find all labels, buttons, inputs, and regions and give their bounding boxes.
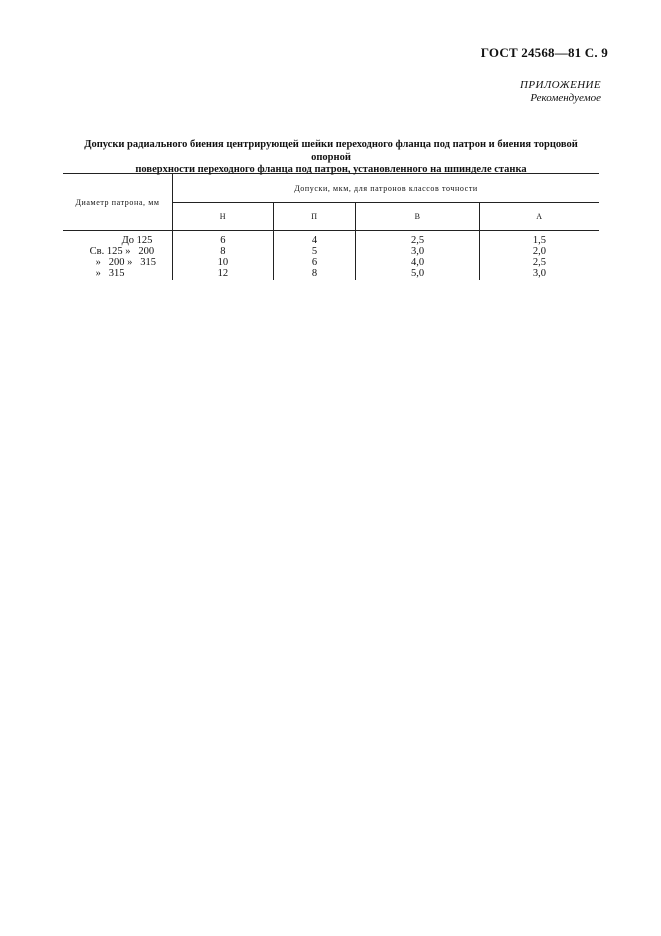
table-cell: 3,0 bbox=[532, 268, 547, 279]
table-caption bbox=[66, 139, 596, 177]
table-cell: 2,5 bbox=[532, 257, 547, 268]
table-row bbox=[63, 231, 599, 281]
diameter-column-header: Диаметр патрона, мм bbox=[63, 174, 173, 231]
table-cell: 3,0 bbox=[410, 246, 425, 257]
table-cell: 5,0 bbox=[410, 268, 425, 279]
class-p-values bbox=[273, 231, 355, 281]
diameter-value: » 200 » 315 bbox=[95, 257, 156, 268]
appendix-title: ПРИЛОЖЕНИЕ bbox=[520, 79, 601, 91]
table-cell: 12 bbox=[217, 268, 229, 279]
class-header-v: В bbox=[356, 203, 480, 231]
appendix-label bbox=[520, 79, 601, 105]
table-cell: 8 bbox=[311, 268, 318, 279]
caption-line: Допуски радиального биения центрирующей шейки переходного фланца под патрон и биения торцовой опорной bbox=[84, 139, 578, 163]
table-cell: 4,0 bbox=[410, 257, 425, 268]
class-h-values bbox=[173, 231, 274, 281]
table-cell: 6 bbox=[311, 257, 318, 268]
caption-line: поверхности переходного фланца под патрон, установленного на шпинделе станка bbox=[135, 164, 527, 175]
class-header-a: А bbox=[479, 203, 599, 231]
page-header: ГОСТ 24568—81 С. 9 bbox=[480, 45, 608, 60]
tolerance-table bbox=[63, 173, 599, 280]
tolerance-group-header: Допуски, мкм, для патронов классов точности bbox=[173, 174, 600, 203]
table-cell: 6 bbox=[220, 235, 226, 246]
class-v-values bbox=[356, 231, 480, 281]
class-header-h: Н bbox=[173, 203, 274, 231]
diameter-value: » 315 bbox=[95, 268, 125, 279]
table-cell: 2,0 bbox=[532, 246, 547, 257]
diameter-value: Св. 125 » 200 bbox=[89, 246, 155, 257]
diameter-cell bbox=[63, 231, 173, 281]
class-a-values bbox=[479, 231, 599, 281]
table-cell: 4 bbox=[311, 235, 318, 246]
table-cell: 1,5 bbox=[532, 235, 547, 246]
table-cell: 8 bbox=[220, 246, 226, 257]
table-cell: 10 bbox=[217, 257, 229, 268]
table-cell: 5 bbox=[311, 246, 318, 257]
diameter-value: До 125 bbox=[121, 235, 153, 246]
class-header-p: П bbox=[273, 203, 355, 231]
table-cell: 2,5 bbox=[410, 235, 425, 246]
appendix-subtitle: Рекомендуемое bbox=[530, 92, 601, 104]
